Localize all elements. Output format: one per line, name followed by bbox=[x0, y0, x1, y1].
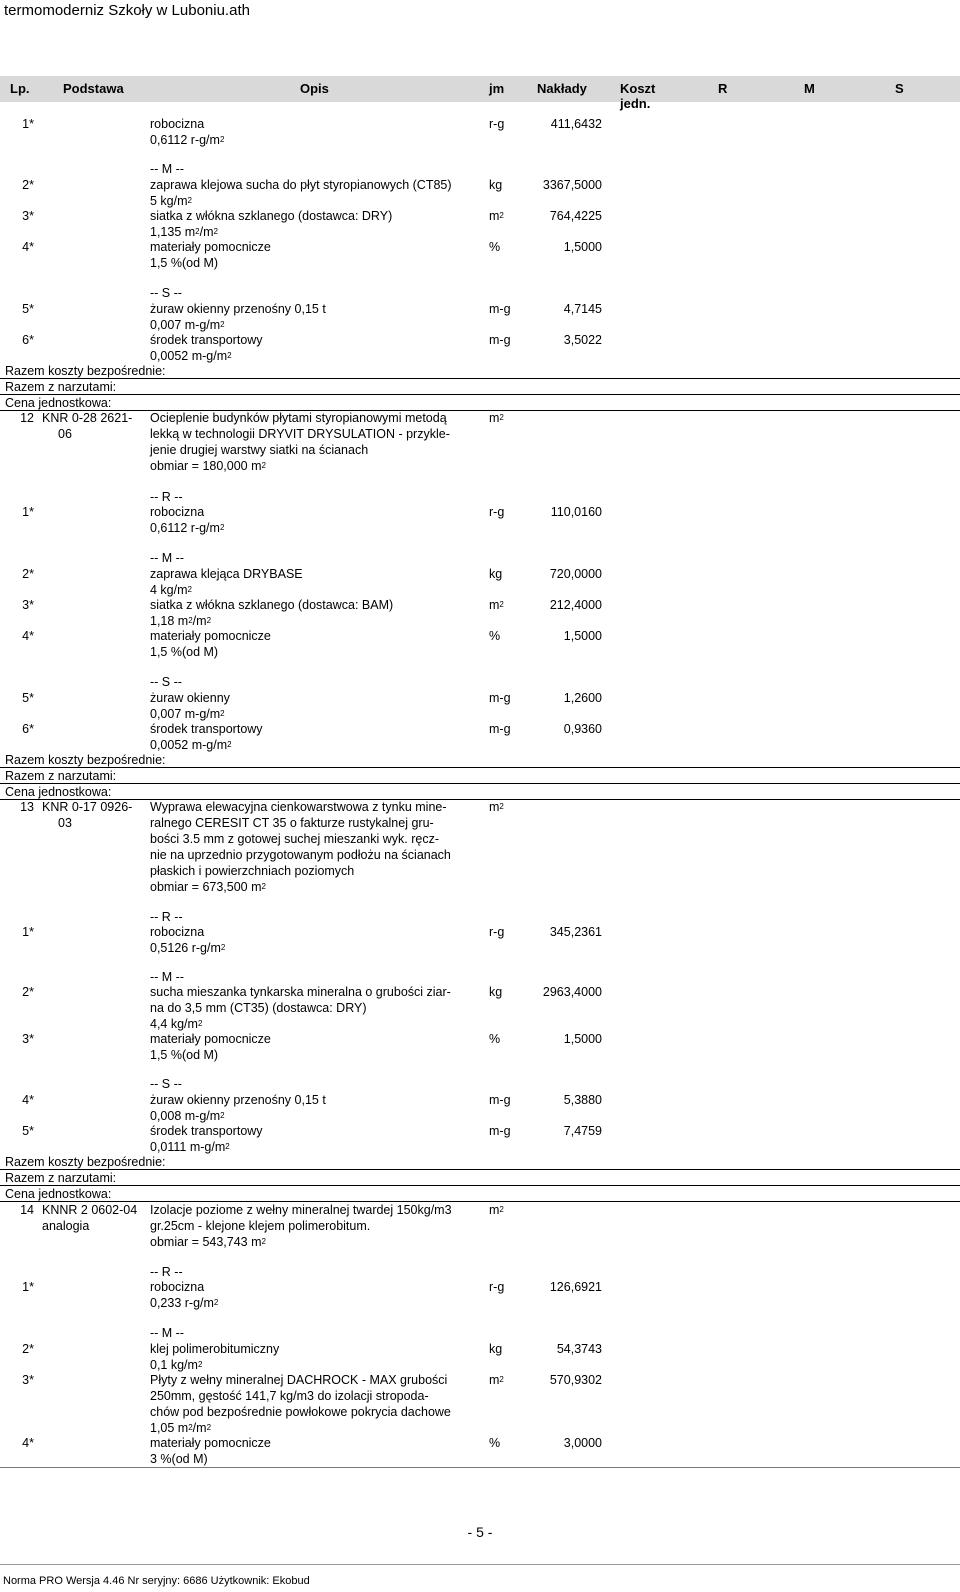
row-unit: r-g bbox=[489, 1280, 505, 1294]
row-desc: żuraw okienny przenośny 0,15 t bbox=[150, 302, 326, 316]
row-desc: zaprawa klejowa sucha do płyt styropianowych (CT85) bbox=[150, 178, 452, 192]
position-desc: ralnego CERESIT CT 35 o fakturze rustykalnej gru- bbox=[150, 816, 434, 830]
row-desc: klej polimerobitumiczny bbox=[150, 1342, 280, 1356]
row-value: 4,7145 bbox=[563, 302, 602, 316]
row-lp: 5* bbox=[22, 691, 34, 705]
row-desc: materiały pomocnicze bbox=[150, 1436, 271, 1450]
row-desc: materiały pomocnicze bbox=[150, 1032, 271, 1046]
row-lp: 3* bbox=[22, 1032, 34, 1046]
position-desc: płaskich i powierzchniach poziomych bbox=[150, 864, 355, 878]
row-unit: m-g bbox=[489, 333, 511, 347]
group-header-s: -- S -- bbox=[150, 1077, 182, 1091]
col-s: S bbox=[895, 81, 904, 96]
position-unit: $m^2$ bbox=[489, 800, 504, 814]
row-value: 1,5000 bbox=[563, 240, 602, 254]
position-basis-cont: analogia bbox=[42, 1219, 90, 1233]
row-lp: 6* bbox=[22, 722, 34, 736]
row-desc: Płyty z wełny mineralnej DACHROCK - MAX grubości bbox=[150, 1373, 448, 1387]
row-desc: materiały pomocnicze bbox=[150, 240, 271, 254]
document-title: termomoderniz Szkoły w Luboniu.ath bbox=[4, 2, 250, 19]
position-unit: $m^2$ bbox=[489, 1203, 504, 1217]
position-desc: gr.25cm - klejone klejem polimerobitum. bbox=[150, 1219, 371, 1233]
col-koszt: Koszt jedn. bbox=[620, 81, 656, 111]
row-unit: m-g bbox=[489, 302, 511, 316]
row-unit: $m^2$ bbox=[489, 1373, 504, 1387]
row-lp: 1* bbox=[22, 1280, 34, 1294]
footer-divider bbox=[0, 1564, 960, 1565]
position-desc: jenie drugiej warstwy siatki na ścianach bbox=[150, 443, 369, 457]
row-value: 3,0000 bbox=[563, 1436, 602, 1450]
position-basis: KNNR 2 0602-04 bbox=[42, 1203, 138, 1217]
separator bbox=[0, 1467, 960, 1468]
separator bbox=[0, 799, 960, 800]
row-desc: robocizna bbox=[150, 925, 205, 939]
row-norm: 0,007 $m-g/m^2$ bbox=[150, 707, 225, 721]
row-value: 110,0160 bbox=[550, 505, 602, 519]
row-lp: 4* bbox=[22, 240, 34, 254]
row-desc: środek transportowy bbox=[150, 333, 263, 347]
row-norm: 1,135 $m^2/m^2$ bbox=[150, 225, 218, 239]
row-lp: 1* bbox=[22, 117, 34, 131]
group-header-r: -- R -- bbox=[150, 1265, 183, 1279]
row-norm: 0,1 $kg/m^2$ bbox=[150, 1358, 203, 1372]
group-header-s: -- S -- bbox=[150, 675, 182, 689]
row-unit: kg bbox=[489, 985, 503, 999]
row-lp: 3* bbox=[22, 209, 34, 223]
row-unit: m-g bbox=[489, 1093, 511, 1107]
row-value: 5,3880 bbox=[563, 1093, 602, 1107]
row-lp: 4* bbox=[22, 629, 34, 643]
position-lp: 14 bbox=[20, 1203, 34, 1217]
document-title-bar bbox=[0, 0, 960, 34]
separator bbox=[0, 783, 960, 784]
position-lp: 13 bbox=[20, 800, 34, 814]
row-lp: 5* bbox=[22, 302, 34, 316]
row-norm: 5 $kg/m^2$ bbox=[150, 194, 192, 208]
row-lp: 1* bbox=[22, 925, 34, 939]
group-header-r: -- R -- bbox=[150, 490, 183, 504]
row-norm: 1,18 $m^2/m^2$ bbox=[150, 614, 212, 628]
row-norm: 1,5 %(od M) bbox=[150, 1048, 219, 1062]
position-desc: nie na uprzednio przygotowanym podłożu na ścianach bbox=[150, 848, 451, 862]
col-naklady: Nakłady bbox=[537, 81, 587, 96]
summary-with-markup: Razem z narzutami: bbox=[5, 1171, 117, 1185]
row-norm: 3 %(od M) bbox=[150, 1452, 208, 1466]
row-value: 764,4225 bbox=[549, 209, 602, 223]
row-unit: $m^2$ bbox=[489, 598, 504, 612]
row-lp: 5* bbox=[22, 1124, 34, 1138]
row-norm: 1,05 $m^2/m^2$ bbox=[150, 1421, 212, 1435]
row-unit: kg bbox=[489, 178, 503, 192]
separator bbox=[0, 394, 960, 395]
separator bbox=[0, 767, 960, 768]
row-lp: 4* bbox=[22, 1436, 34, 1450]
col-podstawa: Podstawa bbox=[63, 81, 124, 96]
position-desc: Izolacje poziome z wełny mineralnej twardej 150kg/m3 bbox=[150, 1203, 452, 1217]
row-value: 126,6921 bbox=[549, 1280, 602, 1294]
row-norm: 0,0111 $m-g/m^2$ bbox=[150, 1140, 230, 1154]
row-norm: 0,007 $m-g/m^2$ bbox=[150, 318, 225, 332]
row-lp: 2* bbox=[22, 178, 34, 192]
position-desc: Ocieplenie budynków płytami styropianowymi metodą bbox=[150, 411, 447, 425]
row-desc: robocizna bbox=[150, 505, 205, 519]
row-unit: r-g bbox=[489, 117, 505, 131]
row-unit: kg bbox=[489, 567, 503, 581]
row-norm: 0,6112 $r-g/m^2$ bbox=[150, 521, 225, 535]
row-value: 1,5000 bbox=[563, 1032, 602, 1046]
row-lp: 6* bbox=[22, 333, 34, 347]
row-unit: m-g bbox=[489, 1124, 511, 1138]
position-desc: bości 3.5 mm z gotowej suchej mieszanki wyk. ręcz- bbox=[150, 832, 439, 846]
row-value: 54,3743 bbox=[556, 1342, 602, 1356]
row-norm: 4,4 $kg/m^2$ bbox=[150, 1017, 203, 1031]
row-desc: 250mm, gęstość 141,7 kg/m3 do izolacji stropoda- bbox=[150, 1389, 429, 1403]
row-value: 7,4759 bbox=[563, 1124, 602, 1138]
row-value: 1,5000 bbox=[563, 629, 602, 643]
row-value: 1,2600 bbox=[563, 691, 602, 705]
row-desc: materiały pomocnicze bbox=[150, 629, 271, 643]
row-desc: żuraw okienny bbox=[150, 691, 230, 705]
row-unit: % bbox=[489, 629, 501, 643]
col-r: R bbox=[718, 81, 728, 96]
summary-direct-costs: Razem koszty bezpośrednie: bbox=[5, 364, 166, 378]
row-desc: na do 3,5 mm (CT35) (dostawca: DRY) bbox=[150, 1001, 367, 1015]
row-value: 720,0000 bbox=[549, 567, 602, 581]
row-unit: m-g bbox=[489, 722, 511, 736]
row-norm: 0,6112 $r-g/m^2$ bbox=[150, 133, 225, 147]
row-value: 411,6432 bbox=[550, 117, 602, 131]
group-header-s: -- S -- bbox=[150, 286, 182, 300]
row-value: 2963,4000 bbox=[542, 985, 602, 999]
summary-with-markup: Razem z narzutami: bbox=[5, 769, 117, 783]
row-norm: 0,008 $m-g/m^2$ bbox=[150, 1109, 225, 1123]
separator bbox=[0, 1169, 960, 1170]
group-header-m: -- M -- bbox=[150, 162, 185, 176]
row-desc: sucha mieszanka tynkarska mineralna o grubości ziar- bbox=[150, 985, 451, 999]
summary-unit-price: Cena jednostkowa: bbox=[5, 785, 112, 799]
position-basis: KNR 0-17 0926- bbox=[42, 800, 133, 814]
row-lp: 4* bbox=[22, 1093, 34, 1107]
row-norm: 0,0052 $m-g/m^2$ bbox=[150, 349, 232, 363]
row-lp: 2* bbox=[22, 1342, 34, 1356]
position-quantity: obmiar = 180,000 $m^2$ bbox=[150, 459, 266, 473]
position-unit: $m^2$ bbox=[489, 411, 504, 425]
row-unit: $m^2$ bbox=[489, 209, 504, 223]
summary-unit-price: Cena jednostkowa: bbox=[5, 396, 112, 410]
row-lp: 1* bbox=[22, 505, 34, 519]
page-number: - 5 - bbox=[467, 1524, 493, 1540]
row-desc: środek transportowy bbox=[150, 1124, 263, 1138]
footer-info: Norma PRO Wersja 4.46 Nr seryjny: 6686 Użytkownik: Ekobud bbox=[3, 1575, 310, 1587]
summary-direct-costs: Razem koszty bezpośrednie: bbox=[5, 753, 166, 767]
group-header-m: -- M -- bbox=[150, 551, 185, 565]
separator bbox=[0, 1201, 960, 1202]
row-norm: 0,233 $r-g/m^2$ bbox=[150, 1296, 219, 1310]
separator bbox=[0, 410, 960, 411]
row-unit: m-g bbox=[489, 691, 511, 705]
row-lp: 2* bbox=[22, 985, 34, 999]
col-opis: Opis bbox=[300, 81, 329, 96]
row-lp: 3* bbox=[22, 1373, 34, 1387]
row-desc: żuraw okienny przenośny 0,15 t bbox=[150, 1093, 326, 1107]
group-header-m: -- M -- bbox=[150, 970, 185, 984]
group-header-r: -- R -- bbox=[150, 910, 183, 924]
col-m: M bbox=[804, 81, 815, 96]
position-lp: 12 bbox=[20, 411, 34, 425]
row-desc: środek transportowy bbox=[150, 722, 263, 736]
row-unit: % bbox=[489, 1436, 501, 1450]
summary-direct-costs: Razem koszty bezpośrednie: bbox=[5, 1155, 166, 1169]
row-norm: 0,5126 $r-g/m^2$ bbox=[150, 941, 226, 955]
group-header-m: -- M -- bbox=[150, 1326, 185, 1340]
row-unit: r-g bbox=[489, 925, 505, 939]
row-unit: % bbox=[489, 240, 501, 254]
col-lp: Lp. bbox=[10, 81, 30, 96]
row-value: 345,2361 bbox=[549, 925, 602, 939]
row-value: 0,9360 bbox=[563, 722, 602, 736]
row-norm: 0,0052 $m-g/m^2$ bbox=[150, 738, 232, 752]
row-value: 3,5022 bbox=[563, 333, 602, 347]
position-quantity: obmiar = 543,743 $m^2$ bbox=[150, 1235, 266, 1249]
position-basis: KNR 0-28 2621- bbox=[42, 411, 133, 425]
position-quantity: obmiar = 673,500 $m^2$ bbox=[150, 880, 266, 894]
position-desc: Wyprawa elewacyjna cienkowarstwowa z tynku mine- bbox=[150, 800, 447, 814]
table-header bbox=[0, 76, 960, 111]
position-desc: lekką w technologii DRYVIT DRYSULATION - przykle- bbox=[150, 427, 450, 441]
row-unit: kg bbox=[489, 1342, 503, 1356]
row-desc: robocizna bbox=[150, 117, 205, 131]
row-value: 3367,5000 bbox=[542, 178, 602, 192]
row-unit: % bbox=[489, 1032, 501, 1046]
summary-unit-price: Cena jednostkowa: bbox=[5, 1187, 112, 1201]
position-basis-cont: 03 bbox=[58, 816, 72, 830]
separator bbox=[0, 378, 960, 379]
row-lp: 2* bbox=[22, 567, 34, 581]
summary-with-markup: Razem z narzutami: bbox=[5, 380, 117, 394]
row-value: 212,4000 bbox=[549, 598, 602, 612]
row-unit: r-g bbox=[489, 505, 505, 519]
row-norm: 1,5 %(od M) bbox=[150, 256, 219, 270]
row-desc: chów pod bezpośrednie powłokowe pokrycia dachowe bbox=[150, 1405, 451, 1419]
row-desc: robocizna bbox=[150, 1280, 205, 1294]
row-desc: siatka z włókna szklanego (dostawca: BAM) bbox=[150, 598, 394, 612]
row-value: 570,9302 bbox=[549, 1373, 602, 1387]
position-basis-cont: 06 bbox=[58, 427, 72, 441]
row-desc: siatka z włókna szklanego (dostawca: DRY) bbox=[150, 209, 393, 223]
row-desc: zaprawa klejąca DRYBASE bbox=[150, 567, 303, 581]
row-norm: 4 $kg/m^2$ bbox=[150, 583, 192, 597]
row-norm: 1,5 %(od M) bbox=[150, 645, 219, 659]
row-lp: 3* bbox=[22, 598, 34, 612]
separator bbox=[0, 1185, 960, 1186]
col-jm: jm bbox=[489, 81, 505, 96]
